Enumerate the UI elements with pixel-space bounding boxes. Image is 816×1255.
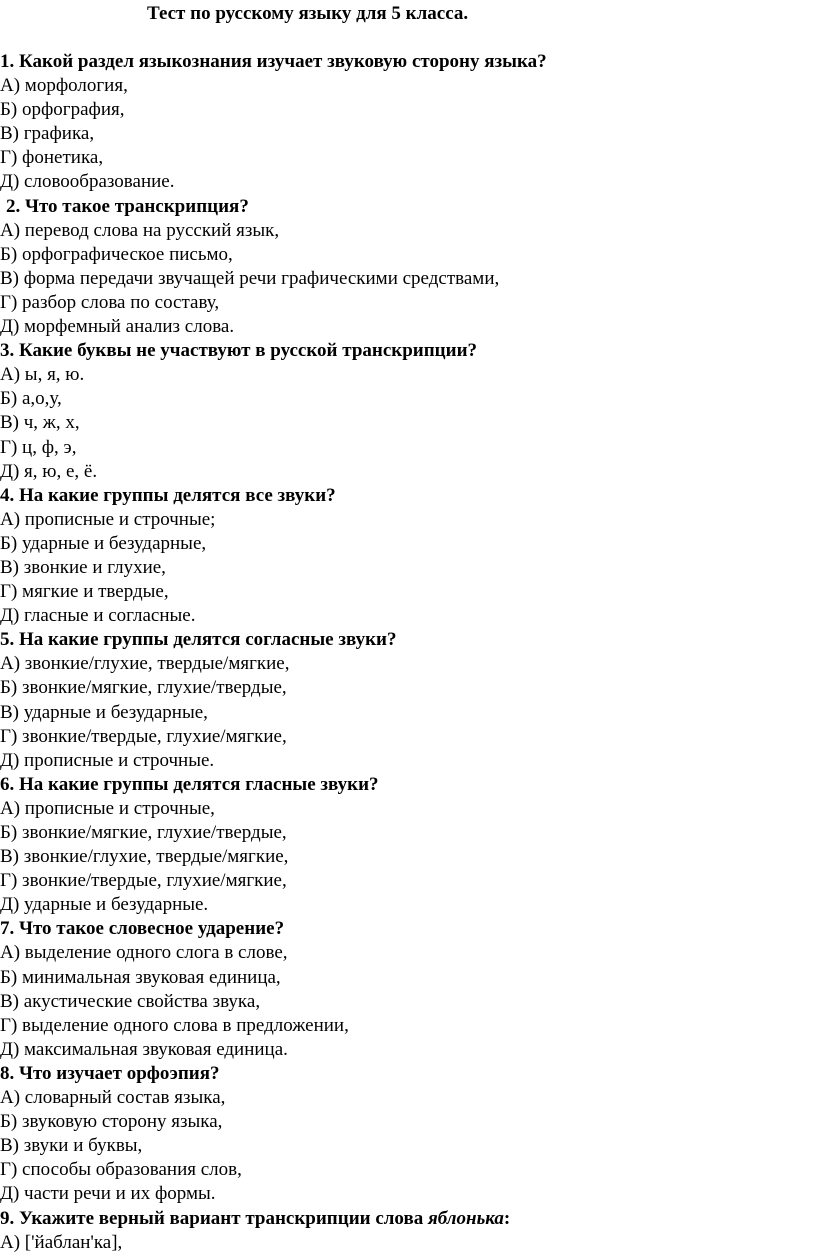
answer-8d: Г) способы образования слов,	[0, 1159, 242, 1181]
question-7: 7. Что такое словесное ударение?	[0, 918, 285, 940]
answer-3e: Д) я, ю, е, ё.	[0, 460, 98, 482]
document-title: Тест по русскому языку для 5 класса.	[147, 3, 469, 24]
answer-7b: Б) минимальная звуковая единица,	[0, 966, 281, 988]
question-9	[0, 1207, 812, 1231]
answer-6a: А) прописные и строчные,	[0, 797, 215, 819]
question-1: 1. Какой раздел языкознания изучает звуковую сторону языка?	[0, 51, 547, 72]
answer-2a: А) перевод слова на русский язык,	[0, 219, 280, 241]
test-content	[0, 50, 812, 1255]
answer-1d: Г) фонетика,	[0, 147, 104, 169]
question-9-text: 9. Укажите верный вариант транскрипции слова	[0, 1207, 428, 1229]
answer-2e: Д) морфемный анализ слова.	[0, 316, 235, 338]
question-8: 8. Что изучает орфоэпия?	[0, 1062, 220, 1084]
answer-4b: Б) ударные и безударные,	[0, 532, 207, 554]
answer-8e: Д) части речи и их формы.	[0, 1183, 216, 1205]
answer-2b: Б) орфографическое письмо,	[0, 243, 233, 265]
question-9-word: яблонька	[427, 1207, 504, 1229]
answer-7a: А) выделение одного слога в слове,	[0, 942, 288, 964]
answer-3c: В) ч, ж, х,	[0, 412, 80, 434]
answer-6e: Д) ударные и безударные.	[0, 894, 209, 916]
answer-5a: А) звонкие/глухие, твердые/мягкие,	[0, 653, 290, 675]
answer-5c: В) ударные и безударные,	[0, 701, 208, 723]
answer-1b: Б) орфография,	[0, 99, 125, 121]
answer-5e: Д) прописные и строчные.	[0, 749, 215, 771]
answer-3b: Б) а,о,у,	[0, 388, 62, 410]
answer-3a: А) ы, я, ю.	[0, 364, 85, 386]
answer-7e: Д) максимальная звуковая единица.	[0, 1038, 288, 1060]
answer-2d: Г) разбор слова по составу,	[0, 291, 220, 313]
question-9-colon: :	[503, 1207, 511, 1229]
answer-6d: Г) звонкие/твердые, глухие/мягкие,	[0, 870, 287, 892]
answer-8c: В) звуки и буквы,	[0, 1135, 143, 1157]
answer-4d: Г) мягкие и твердые,	[0, 581, 169, 603]
question-2: 2. Что такое транскрипция?	[6, 195, 249, 217]
answer-2c: В) форма передачи звучащей речи графическими средствами,	[0, 267, 500, 289]
answer-7d: Г) выделение одного слова в предложении,	[0, 1014, 349, 1036]
answer-8a: А) словарный состав языка,	[0, 1087, 226, 1109]
question-5: 5. На какие группы делятся согласные звуки?	[0, 629, 397, 651]
answer-6b: Б) звонкие/мягкие, глухие/твердые,	[0, 822, 287, 843]
question-6: 6. На какие группы делятся гласные звуки?	[0, 773, 379, 795]
question-4: 4. На какие группы делятся все звуки?	[0, 484, 336, 506]
answer-3d: Г) ц, ф, э,	[0, 436, 77, 458]
answer-1c: В) графика,	[0, 123, 95, 145]
answer-8b: Б) звуковую сторону языка,	[0, 1111, 223, 1133]
answer-7c: В) акустические свойства звука,	[0, 990, 261, 1012]
answer-6c: В) звонкие/глухие, твердые/мягкие,	[0, 846, 289, 868]
answer-1a: А) морфология,	[0, 75, 128, 97]
answer-4a: А) прописные и строчные;	[0, 508, 216, 530]
answer-5d: Г) звонкие/твердые, глухие/мягкие,	[0, 725, 287, 747]
answer-4c: В) звонкие и глухие,	[0, 556, 166, 578]
answer-1e: Д) словообразование.	[0, 171, 175, 193]
answer-4e: Д) гласные и согласные.	[0, 605, 196, 627]
answer-5b: Б) звонкие/мягкие, глухие/твердые,	[0, 677, 287, 699]
question-3: 3. Какие буквы не участвуют в русской транскрипции?	[0, 340, 478, 362]
answer-9a: А) ['йаблан'ка],	[0, 1231, 123, 1253]
